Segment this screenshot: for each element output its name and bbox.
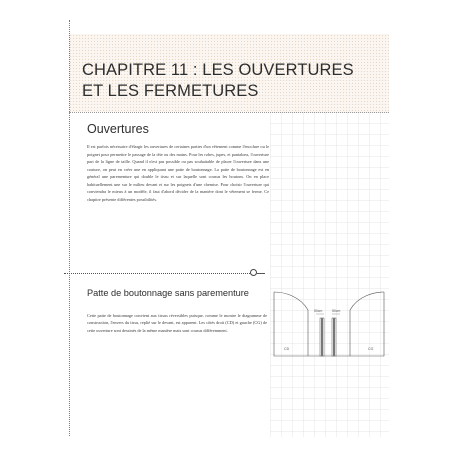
diagram-label-cd: CD [284, 347, 290, 351]
grid-paper-margin [270, 112, 389, 437]
placket-right-fill [333, 318, 335, 356]
title-dotted-rule [69, 112, 389, 113]
diagram-label-cg: CG [368, 347, 374, 351]
placket-construction-diagram [270, 288, 388, 358]
divider-rule-tail [257, 273, 265, 274]
diagram-dim-left: 50cm [314, 309, 323, 313]
section-heading: Ouvertures [87, 121, 152, 137]
section-body-text: Il est parfois nécessaire d'élargir les ouvertures de certaines parties d'un vêtement comme l'encolure ou le poignet pour permettre le passage de la tête ou des mains. Pour les robes, jupes, et pantalons, l'ouverture part de la ligne de taille. Quand il n'est pas possible ou pas souhaitable de placer l'ouverture dans une couture, on peut en créer une en appliquant une patte de boutonnage. La patte de boutonnage est en général une parementure qui double le tissu et sur laquelle sont cousus les boutons. On en place habituellement une sur le milieu devant et sur les poignets d'une chemise. Pour choisir l'ouverture qui conviendra le mieux à un modèle, il faut d'abord décider de la manière dont le vêtement se ferme. Ce chapitre présente différentes possibilités. [87, 144, 269, 202]
subsection-heading: Patte de boutonnage sans parementure [87, 288, 249, 298]
section-divider-rule [64, 273, 250, 274]
placket-left-fill [321, 318, 323, 356]
divider-circle-marker [250, 269, 257, 276]
chapter-title-line-2: ET LES FERMETURES [82, 82, 259, 100]
chapter-title-line-1: CHAPITRE 11 : LES OUVERTURES [82, 61, 354, 79]
subsection-body-text: Cette patte de boutonnage convient aux tissus réversibles puisque, comme le montre le diagramme de construction, l'envers du tissu, replié sur le devant, est apparent. Les côtés droit (CD) et gauche (CG) de cette ouverture sont dessinés de la même manière mais sont cousus différemment. [87, 313, 267, 333]
left-dotted-rule [69, 20, 70, 436]
chapter-title [82, 60, 382, 102]
diagram-dim-right: 50cm [332, 309, 341, 313]
neckline-left [274, 292, 308, 356]
neckline-right [350, 292, 384, 356]
